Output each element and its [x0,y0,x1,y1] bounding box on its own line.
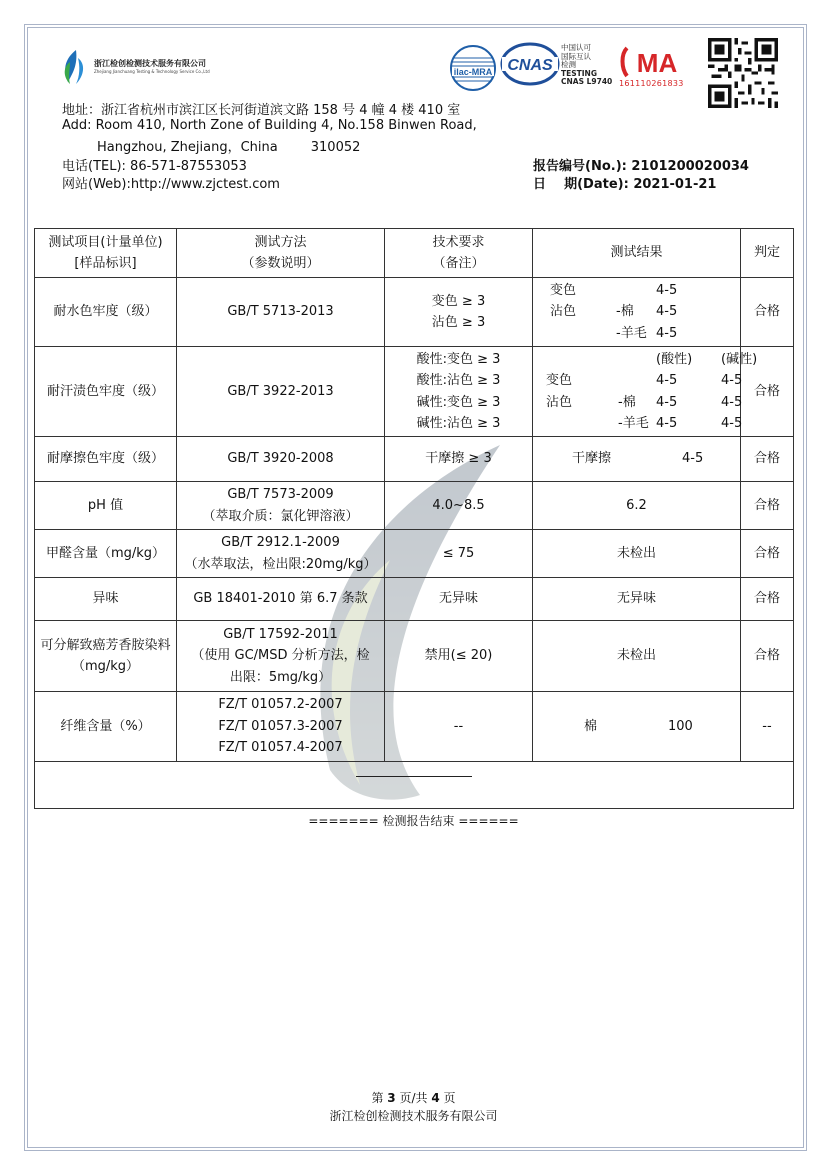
header-result: 测试结果 [533,229,741,278]
table-row [35,578,794,621]
cell-requirement: 4.0~8.5 [385,482,533,530]
cell-item: 耐摩擦色牢度（级） [35,437,177,482]
cell-requirement: 干摩擦 ≥ 3 [385,437,533,482]
cell-method: GB/T 2912.1-2009 （水萃取法，检出限:20mg/kg） [177,530,385,578]
cell-requirement: ≤ 75 [385,530,533,578]
qr-code-icon [708,38,778,108]
cell-item: 可分解致癌芳香胺染料（mg/kg） [35,621,177,692]
separator-line [356,776,472,777]
svg-text:CNAS: CNAS [507,57,553,74]
cell-method: GB/T 3920-2008 [177,437,385,482]
table-row [35,692,794,762]
cell-requirement: 无异味 [385,578,533,621]
cell-item: 甲醛含量（mg/kg） [35,530,177,578]
cell-requirement: 变色 ≥ 3 沾色 ≥ 3 [385,278,533,347]
header-verdict: 判定 [741,229,794,278]
cell-verdict: 合格 [741,347,794,437]
cell-requirement: 酸性:变色 ≥ 3 酸性:沾色 ≥ 3 碱性:变色 ≥ 3 碱性:沾色 ≥ 3 [385,347,533,437]
address-en-line2: Hangzhou, Zhejiang，China 310052 [97,140,361,155]
table-row [35,482,794,530]
cma-number: 161110261833 [619,79,684,88]
cell-method: GB/T 17592-2011 （使用 GC/MSD 分析方法，检 出限：5mg/kg） [177,621,385,692]
cell-requirement: 禁用(≤ 20) [385,621,533,692]
report-end-text: ======= 检测报告结束 ====== [308,814,519,828]
cell-result: 未检出 [533,621,741,692]
cell-result: 6.2 [533,482,741,530]
table-empty-row [35,762,794,809]
header-requirement: 技术要求 （备注） [385,229,533,278]
table-header-row [35,229,794,278]
cell-empty [35,762,794,809]
cell-verdict: 合格 [741,482,794,530]
cell-verdict: -- [741,692,794,762]
footer-company: 浙江检创检测技术服务有限公司 [329,1109,498,1123]
website: 网站(Web):http://www.zjctest.com [62,177,280,192]
cell-result: (酸性) (碱性) 变色 4-5 4-5 沾色 -棉 4-5 4-5 -羊毛 4-5 4-5 [533,347,741,437]
cell-item: 异味 [35,578,177,621]
cnas-logo-icon [500,42,560,90]
telephone: 电话(TEL): 86-571-87553053 [62,159,247,174]
header-item: 测试项目(计量单位) [样品标识] [35,229,177,278]
report-number: 报告编号(No.): 2101200020034 [533,159,749,174]
svg-text:ilac-MRA: ilac-MRA [453,67,493,77]
cell-verdict: 合格 [741,437,794,482]
cell-verdict: 合格 [741,530,794,578]
cell-result: 未检出 [533,530,741,578]
cell-item: pH 值 [35,482,177,530]
svg-text:MA: MA [636,48,678,78]
cell-result: 变色 4-5 沾色 -棉 4-5 -羊毛 4-5 [533,278,741,347]
table-row [35,437,794,482]
cnas-accreditation-text: 中国认可 国际互认 检测 TESTING CNAS L9740 [561,43,613,86]
cell-method: FZ/T 01057.2-2007 FZ/T 01057.3-2007 FZ/T 01057.4-2007 [177,692,385,762]
page-number: 第 3 页/共 4 页 [371,1091,456,1105]
cell-verdict: 合格 [741,278,794,347]
cell-method: GB/T 3922-2013 [177,347,385,437]
cell-item: 纤维含量（%） [35,692,177,762]
table-row [35,530,794,578]
report-date: 日 期(Date): 2021-01-21 [533,177,717,192]
company-logo-icon [58,48,88,86]
cell-requirement: -- [385,692,533,762]
header-method: 测试方法 （参数说明） [177,229,385,278]
cma-logo-icon [619,42,687,82]
cell-result: 无异味 [533,578,741,621]
cell-verdict: 合格 [741,578,794,621]
cell-item: 耐汗渍色牢度（级） [35,347,177,437]
table-row [35,621,794,692]
cell-method: GB/T 5713-2013 [177,278,385,347]
cell-result: 棉 100 [533,692,741,762]
address-cn: 地址：浙江省杭州市滨江区长河街道滨文路 158 号 4 幢 4 楼 410 室 [62,103,461,118]
table-row [35,278,794,347]
cell-verdict: 合格 [741,621,794,692]
table-row [35,347,794,437]
cell-method: GB 18401-2010 第 6.7 条款 [177,578,385,621]
ilac-mra-icon [449,44,497,92]
cell-item: 耐水色牢度（级） [35,278,177,347]
address-en-line1: Add: Room 410, North Zone of Building 4, No.158 Binwen Road, [62,118,477,133]
cell-method: GB/T 7573-2009 （萃取介质：氯化钾溶液） [177,482,385,530]
results-table [34,228,794,809]
cell-result: 干摩擦 4-5 [533,437,741,482]
company-name: 浙江检创检测技术服务有限公司 [94,59,206,68]
company-name-en: Zhejiang Jianchuang Testing & Technology Service Co.,Ltd [94,69,210,74]
